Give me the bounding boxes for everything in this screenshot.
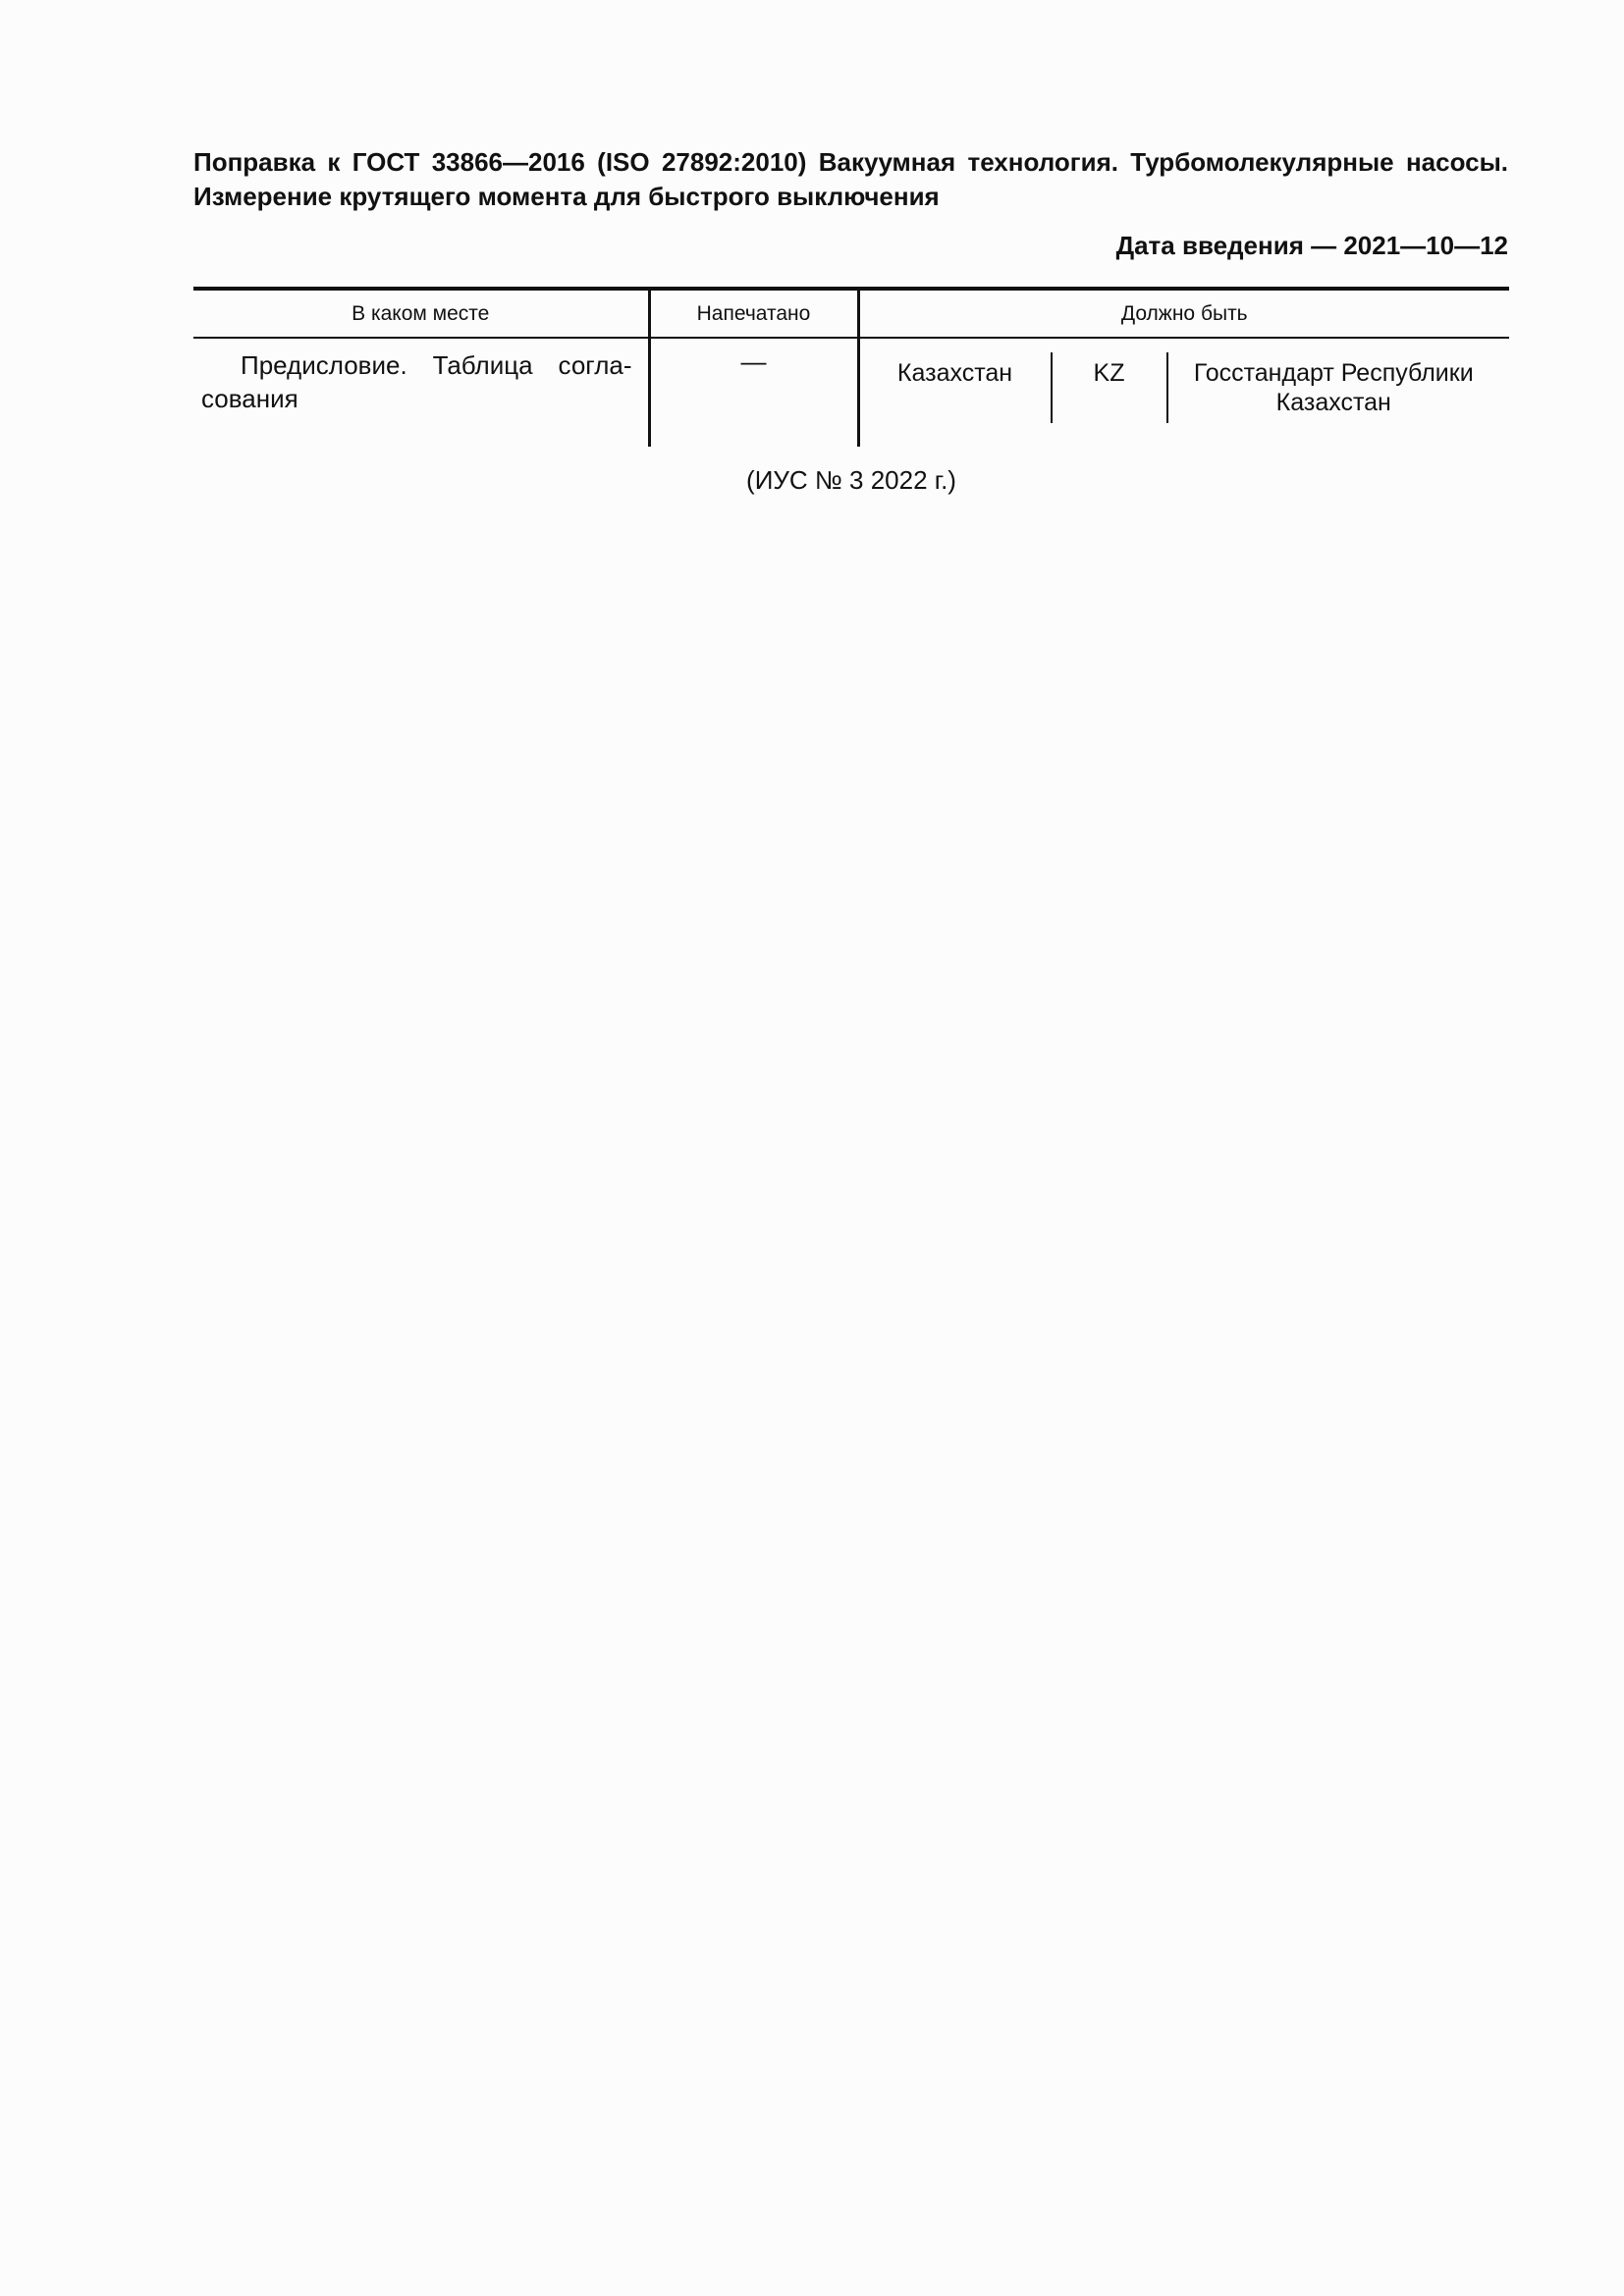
- effective-date: Дата введения — 2021—10—12: [1115, 231, 1508, 260]
- cell-printed: —: [649, 338, 858, 447]
- should-be-code: KZ: [1051, 352, 1166, 423]
- amendment-table: [193, 287, 1509, 447]
- issue-reference: (ИУС № 3 2022 г.): [746, 465, 956, 495]
- table-header-row: [193, 289, 1509, 338]
- table-row: [193, 338, 1509, 447]
- cell-should-be: [858, 338, 1509, 447]
- column-header-should-be: Должно быть: [858, 289, 1509, 338]
- should-be-group: [860, 352, 1510, 423]
- cell-place: Предисловие. Таблица согласования: [201, 350, 632, 413]
- column-header-place: В каком месте: [193, 289, 649, 338]
- column-header-printed: Напечатано: [649, 289, 858, 338]
- should-be-country: Казахстан: [896, 359, 1013, 387]
- should-be-organization: Госстандарт Республики Казахстан: [1166, 352, 1510, 423]
- document-title: Поправка к ГОСТ 33866—2016 (ISO 27892:2010) Вакуумная технология. Турбомолекулярные насосы. Измерение крутящего момента для быстрого выключения: [193, 147, 1508, 211]
